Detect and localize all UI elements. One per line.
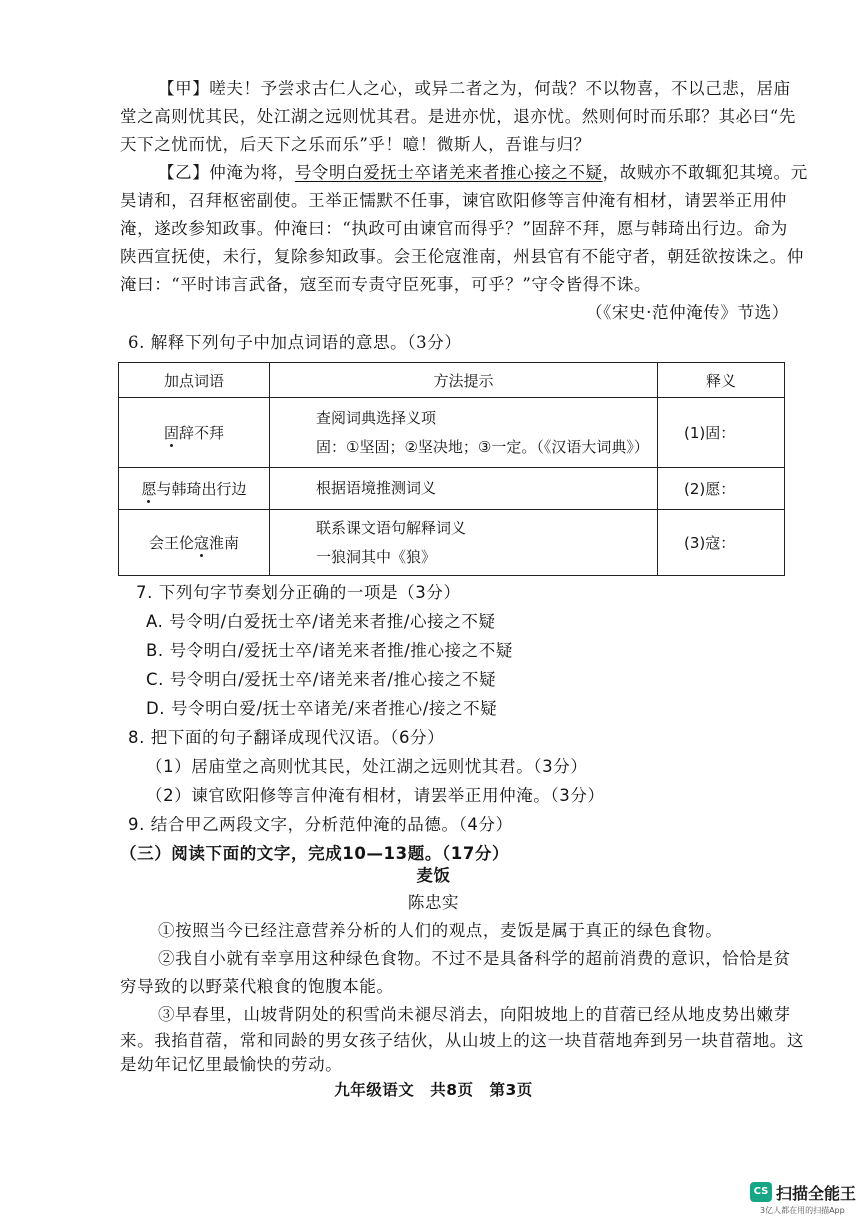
scanner-watermark [712, 1180, 862, 1220]
passage-yi-line-3: 淹，遂改参知政事。仲淹曰：“执政可由谏官而得乎？”固辞不拜，愿与韩琦出行边。命为 [120, 219, 788, 238]
passage-yi-line-4: 陕西宣抚使，未行，复除参知政事。会王伦寇淮南，州县官有不能守者，朝廷欲按诛之。仲 [120, 247, 804, 266]
q8-item-1: （1）居庙堂之高则忧其民，处江湖之远则忧其君。（3分） [146, 757, 588, 776]
article-title: 麦饭 [416, 866, 451, 885]
q6-title: 6. 解释下列句子中加点词语的意思。（3分） [128, 333, 462, 352]
q6-phrase-rest: 淮南 [209, 534, 240, 552]
article-paragraph: 是幼年记忆里最愉快的劳动。 [120, 1055, 343, 1074]
article-paragraph: ③早春里，山坡背阴处的积雪尚未褪尽消去，向阳坡地上的苜蓿已经从地皮势出嫩芽 [158, 1005, 791, 1024]
passage-yi-line-2: 昊请和，召拜枢密副使。王举正懦默不任事，谏官欧阳修等言仲淹有相材，请罢举正用仲 [120, 191, 787, 210]
passage-jia-line-2: 堂之高则忧其民，处江湖之远则忧其君。是进亦忧，退亦忧。然则何时而乐耶？其必曰“先 [120, 107, 796, 126]
q7-option-d[interactable]: D. 号令明白爱/抚士卒诸羌/来者推心/接之不疑 [146, 699, 498, 718]
q7-option-c[interactable]: C. 号令明白/爱抚士卒/诸羌来者/推心接之不疑 [146, 670, 497, 689]
article-paragraph: 穷导致的以野菜代粮食的饱腹本能。 [120, 977, 394, 996]
passage-yi-line-1 [158, 162, 808, 184]
q6-phrase [119, 510, 270, 576]
passage-jia-line-3: 天下之忧而忧，后天下之乐而乐”乎！噫！微斯人，吾谁与归？ [120, 135, 591, 154]
q6-answer-blank[interactable]: (3)寇： [658, 510, 785, 576]
q6-phrase-rest: 辞不拜 [179, 424, 225, 442]
passage-yi-line-5: 淹曰：“平时讳言武备，寇至而专责守臣死事，可乎？”守令皆得不诛。 [120, 275, 652, 294]
camscanner-logo-icon: CS [750, 1182, 772, 1202]
q6-row [119, 468, 785, 510]
q6-hint [270, 510, 658, 576]
article-paragraph: 来。我掐苜蓿，常和同龄的男女孩子结伙，从山坡上的这一块苜蓿地奔到另一块苜蓿地。这 [120, 1031, 804, 1050]
q8-title: 8. 把下面的句子翻译成现代汉语。（6分） [128, 728, 445, 747]
dotted-word: 固 [163, 424, 179, 442]
brand-tagline: 3亿人都在用的扫描App [760, 1206, 845, 1215]
q6-answer-blank[interactable]: (2)愿： [658, 468, 785, 510]
q6-hint-line: 固：①坚固；②坚决地；③一定。（《汉语大词典》） [316, 437, 649, 456]
brand-name: 扫描全能王 [776, 1184, 857, 1203]
passage-yi-tail: ，故贼亦不敢辄犯其境。元 [602, 163, 808, 182]
q6-phrase-lead: 会王伦 [148, 534, 194, 552]
passage-yi-lead: 【乙】仲淹为将， [158, 163, 295, 182]
passage-yi-underlined-sentence: 号令明白爱抚士卒诸羌来者推心接之不疑 [294, 163, 603, 182]
q6-header-method: 方法提示 [270, 363, 658, 398]
page-footer: 九年级语文 共8页 第3页 [334, 1081, 533, 1099]
q6-hint [270, 468, 658, 510]
passage-jia-line-1: 【甲】嗟夫！予尝求古仁人之心，或异二者之为，何哉？不以物喜，不以己悲，居庙 [158, 79, 791, 98]
q7-title: 7. 下列句字节奏划分正确的一项是（3分） [136, 583, 461, 602]
q6-header-meaning: 释义 [658, 363, 785, 398]
dotted-word: 愿 [141, 480, 157, 498]
q6-hint-line: 一狼洞其中《狼》 [316, 547, 437, 566]
q6-hint-line: 查阅词典选择义项 [316, 408, 437, 427]
q9-title: 9. 结合甲乙两段文字，分析范仲淹的品德。（4分） [128, 815, 513, 834]
article-paragraph: ①按照当今已经注意营养分析的人们的观点，麦饭是属于真正的绿色食物。 [158, 921, 723, 940]
q6-answer-blank[interactable]: (1)固： [658, 398, 785, 468]
q6-phrase [119, 468, 270, 510]
dotted-word: 寇 [193, 534, 209, 552]
q7-option-b[interactable]: B. 号令明白/爱抚士卒/诸羌来者推/推心接之不疑 [146, 641, 513, 660]
q6-phrase [119, 398, 270, 468]
article-paragraph: ②我自小就有幸享用这种绿色食物。不过不是具备科学的超前消费的意识，恰恰是贫 [158, 949, 791, 968]
q6-row [119, 398, 785, 468]
q7-option-a[interactable]: A. 号令明/白爱抚士卒/诸羌来者推/心接之不疑 [146, 612, 496, 631]
q6-table [118, 362, 785, 576]
article-author: 陈忠实 [407, 893, 460, 912]
q6-hint-line: 根据语境推测词义 [316, 479, 437, 497]
q6-header-phrase: 加点词语 [119, 363, 270, 398]
q8-item-2: （2）谏官欧阳修等言仲淹有相材，请罢举正用仲淹。（3分） [146, 786, 605, 805]
passage-source: （《宋史·范仲淹传》节选） [586, 303, 789, 322]
q6-row [119, 510, 785, 576]
q6-hint-line: 联系课文语句解释词义 [316, 518, 467, 537]
q6-hint [270, 398, 658, 468]
q6-phrase-rest: 与韩琦出行边 [156, 480, 247, 498]
section-3-heading: （三）阅读下面的文字，完成10—13题。（17分） [120, 844, 510, 863]
q6-header-row [119, 363, 785, 398]
